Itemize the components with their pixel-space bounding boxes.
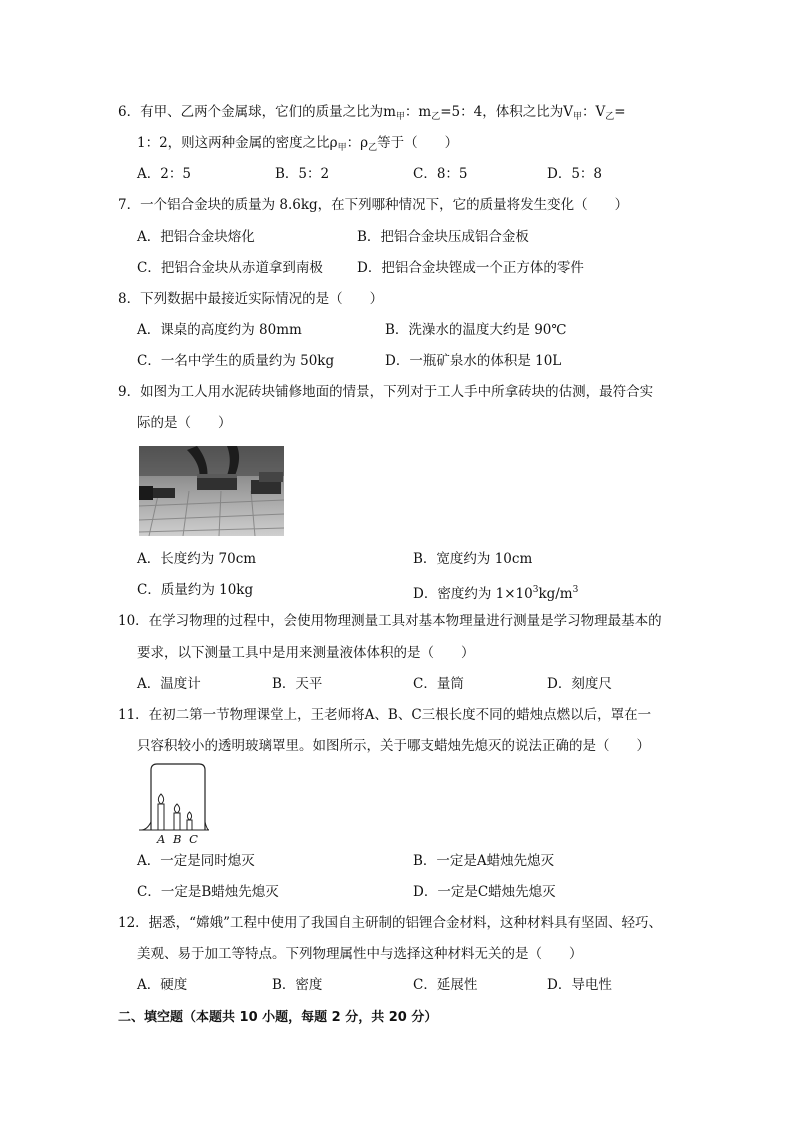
q8-option-a[interactable]: A．课桌的高度约为 80mm	[137, 322, 302, 338]
q12-line1: 12．据悉，“嫦娥”工程中使用了我国自主研制的铝锂合金材料，这种材料具有坚固、轻巧、	[118, 915, 662, 931]
worker-laying-bricks-photo	[139, 446, 284, 536]
q9-line1: 9．如图为工人用水泥砖块铺修地面的情景，下列对于工人手中所拿砖块的估测，最符合实	[118, 384, 654, 400]
q6-option-b[interactable]: B．5：2	[275, 166, 330, 182]
q9-option-d[interactable]: D．密度约为 $1\times 10^3kg/m^3$	[413, 585, 579, 602]
q12-option-d[interactable]: D．导电性	[547, 977, 612, 993]
q7-option-c[interactable]: C．把铝合金块从赤道拿到南极	[137, 260, 323, 276]
q6-option-a[interactable]: A．2：5	[137, 166, 191, 182]
q12-option-a[interactable]: A．硬度	[137, 977, 188, 993]
q11-line1: 11．在初二第一节物理课堂上，王老师将A、B、C三根长度不同的蜡烛点燃以后，罩在一	[118, 707, 652, 723]
q10-option-b[interactable]: B．天平	[272, 676, 323, 692]
q9-line2: 际的是（ ）	[137, 415, 232, 431]
q7-option-d[interactable]: D．把铝合金块铿成一个正方体的零件	[357, 260, 584, 276]
q11-line2: 只容积较小的透明玻璃罩里。如图所示，关于哪支蜡烛先熄灭的说法正确的是（ ）	[137, 738, 650, 754]
section-heading-fill-in: 二、填空题（本题共 10 小题，每题 2 分，共 20 分）	[118, 1010, 438, 1025]
q11-option-d[interactable]: D．一定是C蜡烛先熄灭	[413, 884, 556, 900]
q11-option-b[interactable]: B．一定是A蜡烛先熄灭	[413, 853, 555, 869]
q12-option-c[interactable]: C．延展性	[413, 977, 478, 993]
q6-line1: 6．有甲、乙两个金属球，它们的质量之比为$m_甲$：$m_乙=5$：4，体积之比为$V_甲$：$V_乙=$	[118, 104, 626, 122]
q10-option-a[interactable]: A．温度计	[137, 676, 201, 692]
q7-option-a[interactable]: A．把铝合金块熔化	[137, 229, 255, 245]
q12-option-b[interactable]: B．密度	[272, 977, 323, 993]
q8-option-c[interactable]: C．一名中学生的质量约为 50kg	[137, 353, 335, 369]
q10-line2: 要求，以下测量工具中是用来测量液体体积的是（ ）	[137, 645, 475, 661]
q7-line1: 7．一个铝合金块的质量为 8.6kg，在下列哪种情况下，它的质量将发生变化（ ）	[118, 197, 629, 213]
q9-option-a[interactable]: A．长度约为 70cm	[137, 551, 257, 567]
q10-option-d[interactable]: D．刻度尺	[547, 676, 612, 692]
q12-line2: 美观、易于加工等特点。下列物理属性中与选择这种材料无关的是（ ）	[137, 946, 583, 962]
candle-labels: A B C	[157, 832, 200, 846]
candles-in-glass-jar-diagram	[137, 760, 209, 848]
q10-option-c[interactable]: C．量筒	[413, 676, 464, 692]
q11-option-c[interactable]: C．一定是B蜡烛先熄灭	[137, 884, 279, 900]
q8-option-b[interactable]: B．洗澡水的温度大约是 90℃	[385, 322, 567, 338]
q9-option-b[interactable]: B．宽度约为 10cm	[413, 551, 533, 567]
q6-line2: 1：2，则这两种金属的密度之比$\rho_甲$：$\rho_乙$等于（ ）	[137, 135, 459, 153]
q10-line1: 10．在学习物理的过程中，会使用物理测量工具对基本物理量进行测量是学习物理最基本的	[118, 613, 662, 629]
q7-option-b[interactable]: B．把铝合金块压成铝合金板	[357, 229, 529, 245]
q6-option-c[interactable]: C．8：5	[413, 166, 468, 182]
q8-line1: 8．下列数据中最接近实际情况的是（ ）	[118, 291, 384, 307]
q11-option-a[interactable]: A．一定是同时熄灭	[137, 853, 255, 869]
q9-option-c[interactable]: C．质量约为 10kg	[137, 582, 254, 598]
q6-option-d[interactable]: D．5：8	[547, 166, 603, 182]
q8-option-d[interactable]: D．一瓶矿泉水的体积是 10L	[385, 353, 562, 369]
